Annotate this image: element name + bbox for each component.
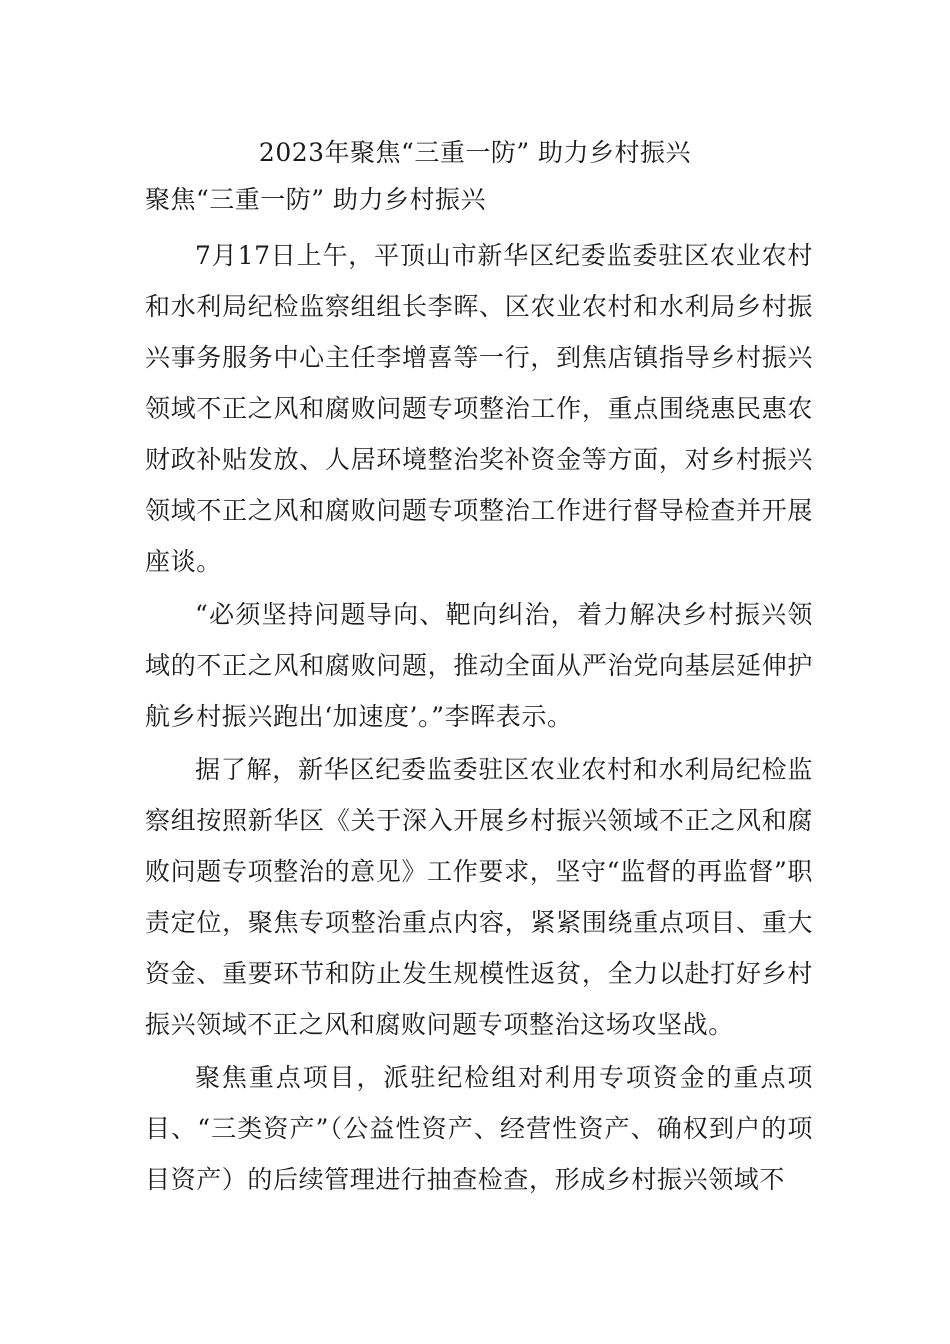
document-subtitle: 聚焦“三重一防” 助力乡村振兴	[145, 185, 487, 214]
paragraph: 聚焦重点项目，派驻纪检组对利用专项资金的重点项目、“三类资产”（公益性资产、经营性资产、确权到户的项目资产）的后续管理进行抽查检查，形成乡村振兴领域不	[145, 1063, 813, 1194]
document-body	[145, 230, 813, 1207]
paragraph: 7月17日上午，平顶山市新华区纪委监委驻区农业农村和水利局纪检监察组组长李晖、区农业农村和水利局乡村振兴事务服务中心主任李增喜等一行，到焦店镇指导乡村振兴领域不正之风和腐败问题专项整治工作，重点围绕惠民惠农财政补贴发放、人居环境整治奖补资金等方面，对乡村振兴领域不正之风和腐败问题专项整治工作进行督导检查并开展座谈。	[145, 241, 813, 576]
document-title: 2023年聚焦“三重一防” 助力乡村振兴	[258, 138, 692, 167]
paragraph: 据了解，新华区纪委监委驻区农业农村和水利局纪检监察组按照新华区《关于深入开展乡村振兴领域不正之风和腐败问题专项整治的意见》工作要求，坚守“监督的再监督”职责定位，聚焦专项整治重点内容，紧紧围绕重点项目、重大资金、重要环节和防止发生规模性返贫，全力以赴打好乡村振兴领域不正之风和腐败问题专项整治这场攻坚战。	[145, 755, 813, 1039]
paragraph: “必须坚持问题导向、靶向纠治，着力解决乡村振兴领域的不正之风和腐败问题，推动全面从严治党向基层延伸护航乡村振兴跑出‘加速度’。”李晖表示。	[145, 600, 813, 731]
